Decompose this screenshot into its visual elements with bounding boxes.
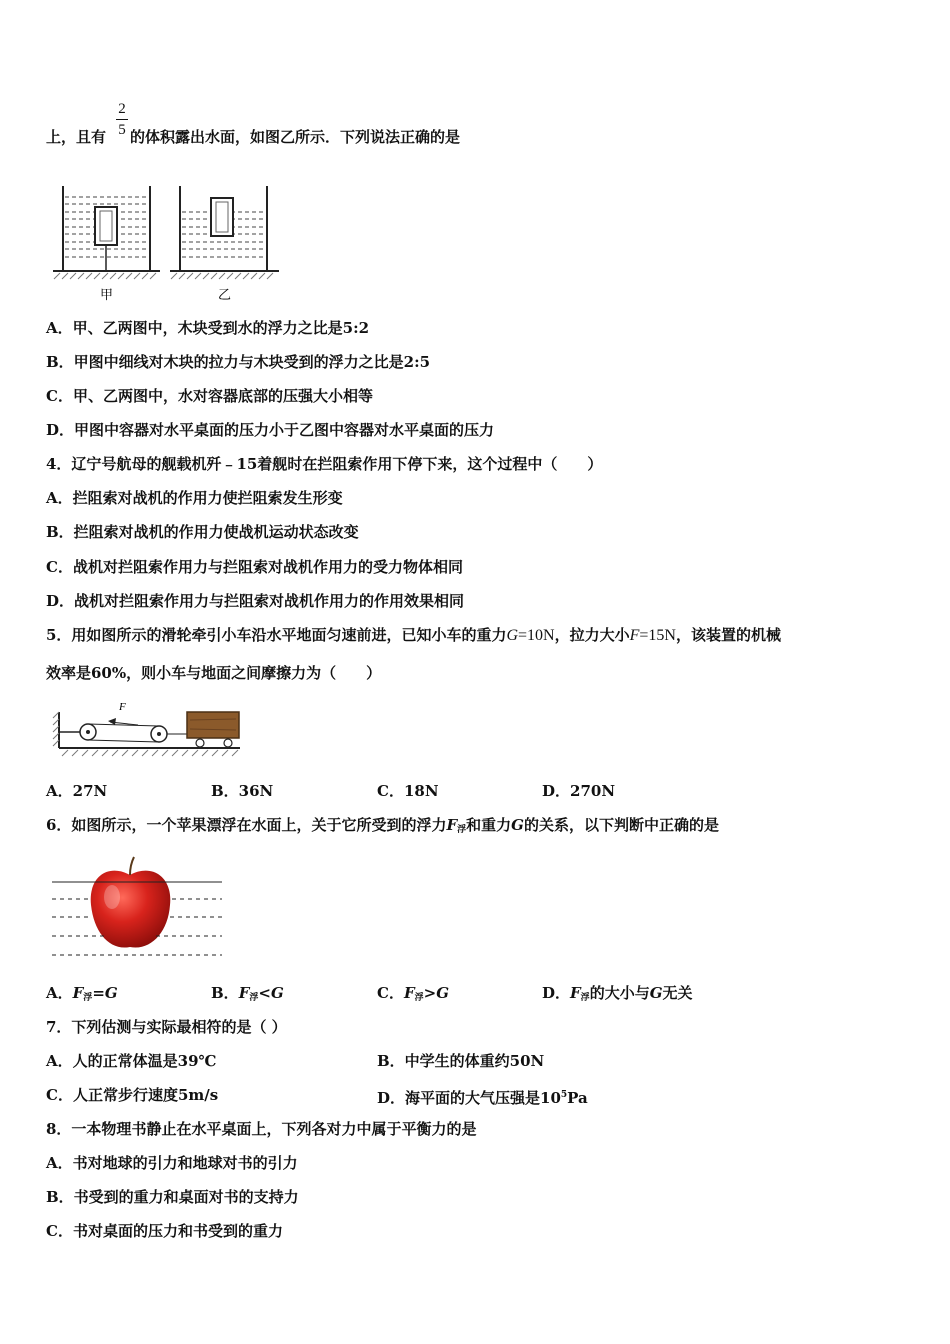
q6-stem: 6．如图所示，一个苹果漂浮在水面上，关于它所受到的浮力$F_浮$和重力G的关系，以下判断中正确的是 — [46, 816, 719, 835]
q3-option-a: A．甲、乙两图中，木块受到水的浮力之比是5:2 — [46, 319, 370, 337]
q5-option-a: A．27N — [46, 782, 108, 800]
q5-option-d: D．270N — [542, 782, 616, 800]
container-yi — [170, 186, 279, 279]
q4-option-b: B．拦阻索对战机的作用力使战机运动状态改变 — [46, 523, 359, 541]
q8-option-a: A．书对地球的引力和地球对书的引力 — [46, 1154, 298, 1172]
label-jia: 甲 — [100, 288, 114, 303]
q7-option-b: B．中学生的体重约50N — [377, 1052, 545, 1070]
container-jia — [53, 186, 160, 279]
q6-option-a: A．$F_浮=G$ — [46, 984, 118, 1003]
q3-option-b: B．甲图中细线对木块的拉力与木块受到的浮力之比是2:5 — [46, 353, 431, 371]
q4-stem: 4．辽宁号航母的舰载机歼﹣15着舰时在拦阻索作用下停下来，这个过程中（ ） — [46, 455, 603, 473]
q5-stem-line2: 效率是60%，则小车与地面之间摩擦力为（ ） — [46, 664, 382, 682]
q5-stem: 5．用如图所示的滑轮牵引小车沿水平地面匀速前进，已知小车的重力G=10N，拉力大小F=15N，该装置的机械 — [46, 626, 781, 644]
pulley-figure — [50, 698, 245, 766]
fraction-numerator: 2 — [118, 101, 126, 117]
q3-option-c: C．甲、乙两图中，水对容器底部的压强大小相等 — [46, 387, 373, 405]
q6-option-d: D．$F_浮$的大小与G无关 — [542, 984, 693, 1003]
q3-stem-continuation: 上，且有 的体积露出水面，如图乙所示．下列说法正确的是 — [46, 128, 461, 146]
label-yi: 乙 — [218, 288, 232, 303]
q7-stem: 7．下列估测与实际最相符的是（ ） — [46, 1018, 287, 1036]
q3-option-d: D．甲图中容器对水平桌面的压力小于乙图中容器对水平桌面的压力 — [46, 421, 495, 439]
q7-option-a: A．人的正常体温是39℃ — [46, 1052, 217, 1070]
q8-option-b: B．书受到的重力和桌面对书的支持力 — [46, 1188, 299, 1206]
container-figure — [50, 183, 285, 305]
q4-option-a: A．拦阻索对战机的作用力使拦阻索发生形变 — [46, 489, 343, 507]
q6-option-b: B．$F_浮<G$ — [211, 984, 284, 1003]
q7-option-c: C．人正常步行速度5m/s — [46, 1086, 219, 1104]
q8-stem: 8．一本物理书静止在水平桌面上，下列各对力中属于平衡力的是 — [46, 1120, 477, 1138]
q4-option-d: D．战机对拦阻索作用力与拦阻索对战机作用力的作用效果相同 — [46, 592, 465, 610]
q5-option-b: B．36N — [211, 782, 274, 800]
apple-figure — [50, 855, 228, 960]
q6-option-c: C．$F_浮>G$ — [377, 984, 450, 1003]
q4-option-c: C．战机对拦阻索作用力与拦阻索对战机作用力的受力物体相同 — [46, 558, 463, 576]
q5-option-c: C．18N — [377, 782, 439, 800]
force-label: F — [119, 701, 126, 713]
fraction-denominator: 5 — [118, 122, 126, 138]
q8-option-c: C．书对桌面的压力和书受到的重力 — [46, 1222, 283, 1240]
q7-option-d: D．海平面的大气压强是$10^5Pa$ — [377, 1089, 588, 1107]
